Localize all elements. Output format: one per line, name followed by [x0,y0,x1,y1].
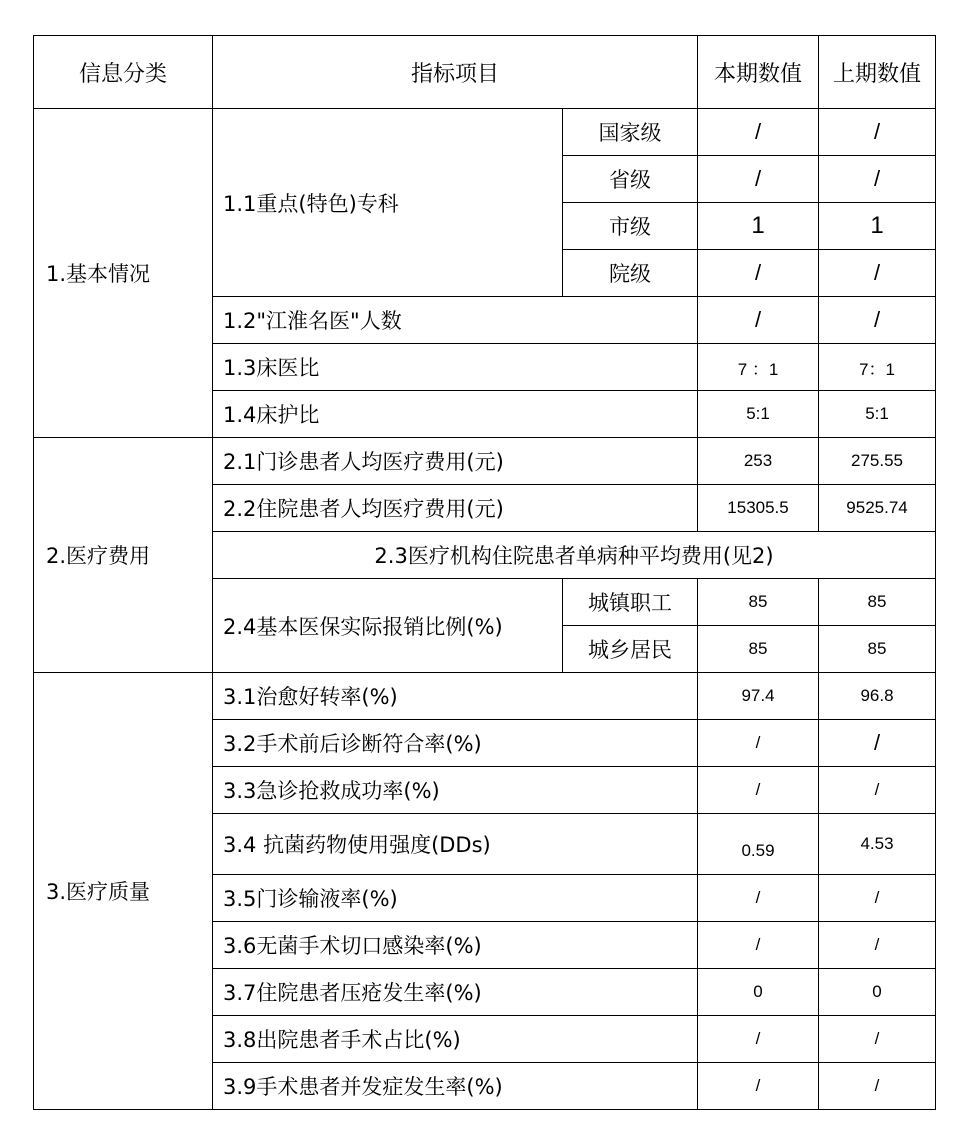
previous-value: 5:1 [819,391,936,438]
single-disease-cost-note: 2.3医疗机构住院患者单病种平均费用(见2) [213,532,936,579]
current-value: 5:1 [698,391,819,438]
indicator-label: 3.4 抗菌药物使用强度(DDs) [213,814,698,875]
specialty-label: 1.1重点(特色)专科 [213,109,563,297]
level-name: 省级 [563,156,698,203]
previous-value: 4.53 [819,814,936,875]
current-value: / [698,922,819,969]
current-value: / [698,875,819,922]
previous-value: / [819,720,936,767]
previous-value: / [819,767,936,814]
previous-value: 7：1 [819,344,936,391]
previous-value: 275.55 [819,438,936,485]
header-indicator: 指标项目 [213,36,698,109]
current-value: 0 [698,969,819,1016]
indicator-label: 3.8出院患者手术占比(%) [213,1016,698,1063]
current-value: / [698,156,819,203]
previous-value: / [819,875,936,922]
indicator-label: 3.6无菌手术切口感染率(%) [213,922,698,969]
previous-value: / [819,156,936,203]
current-value: / [698,720,819,767]
indicator-label: 2.1门诊患者人均医疗费用(元) [213,438,698,485]
current-value: 0.59 [698,814,819,875]
current-value: 15305.5 [698,485,819,532]
indicator-label: 3.1治愈好转率(%) [213,673,698,720]
current-value: / [698,767,819,814]
category-quality: 3.医疗质量 [34,673,213,1110]
current-value: / [698,109,819,156]
indicator-label: 3.2手术前后诊断符合率(%) [213,720,698,767]
table-row [34,673,936,720]
previous-value: 0 [819,969,936,1016]
current-value: / [698,250,819,297]
previous-value: / [819,1063,936,1110]
category-basic: 1.基本情况 [34,109,213,438]
previous-value: / [819,297,936,344]
indicator-label: 3.7住院患者压疮发生率(%) [213,969,698,1016]
header-previous: 上期数值 [819,36,936,109]
header-row [34,36,936,109]
hospital-indicator-table [33,35,936,1110]
level-name: 市级 [563,203,698,250]
previous-value: 96.8 [819,673,936,720]
indicator-label: 1.2"江淮名医"人数 [213,297,698,344]
current-value: 1 [698,203,819,250]
indicator-label: 1.4床护比 [213,391,698,438]
current-value: / [698,1016,819,1063]
previous-value: 1 [819,203,936,250]
current-value: 253 [698,438,819,485]
current-value: / [698,297,819,344]
current-value: 85 [698,579,819,626]
previous-value: / [819,250,936,297]
current-value: 7 ：1 [698,344,819,391]
table-row [34,438,936,485]
previous-value: 85 [819,579,936,626]
current-value: / [698,1063,819,1110]
current-value: 85 [698,626,819,673]
current-value: 97.4 [698,673,819,720]
header-current: 本期数值 [698,36,819,109]
previous-value: / [819,1016,936,1063]
header-category: 信息分类 [34,36,213,109]
previous-value: 9525.74 [819,485,936,532]
indicator-label: 2.2住院患者人均医疗费用(元) [213,485,698,532]
previous-value: / [819,922,936,969]
indicator-label: 1.3床医比 [213,344,698,391]
insurance-type: 城镇职工 [563,579,698,626]
category-cost: 2.医疗费用 [34,438,213,673]
indicator-label: 3.3急诊抢救成功率(%) [213,767,698,814]
indicator-label: 3.9手术患者并发症发生率(%) [213,1063,698,1110]
previous-value: / [819,109,936,156]
previous-value: 85 [819,626,936,673]
insurance-label: 2.4基本医保实际报销比例(%) [213,579,563,673]
insurance-type: 城乡居民 [563,626,698,673]
table-row [34,109,936,156]
level-name: 国家级 [563,109,698,156]
level-name: 院级 [563,250,698,297]
indicator-label: 3.5门诊输液率(%) [213,875,698,922]
